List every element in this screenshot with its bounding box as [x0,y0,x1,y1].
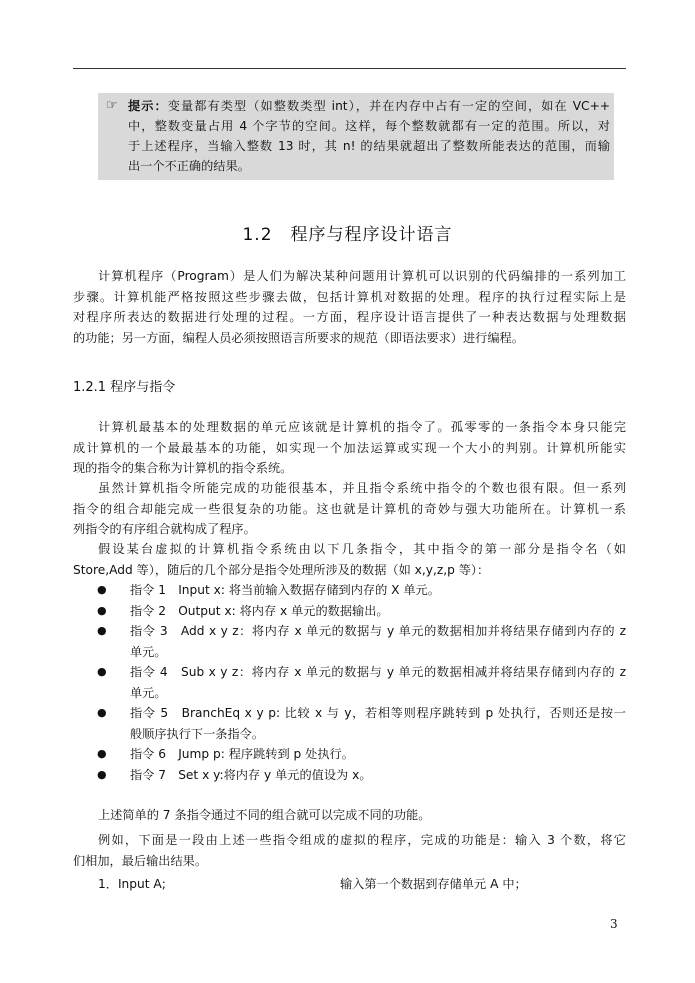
bullet-icon: ● [97,706,107,719]
tip-line: 于上述程序，当输入整数 13 时，其 n! 的结果就超出了整数所能表达的范围，而输 [128,139,610,153]
paragraph-1 [73,417,626,479]
list-item: ● 指令 6 Jump p: 程序跳转到 p 处执行。 [73,744,626,765]
paragraph-4 [73,805,626,826]
paragraph-line: 指令的组合却能完成一些很复杂的功能。这也就是计算机的奇妙与强大功能所在。计算机一系 [73,501,626,516]
paragraph-line: 计算机最基本的处理数据的单元应该就是计算机的指令了。孤零零的一条指令本身只能完 [98,420,626,434]
pointing-hand-icon: ☞ [106,98,118,113]
bullet-icon: ● [97,767,107,781]
paragraph-2 [73,478,626,540]
header-rule [73,68,626,69]
paragraph-line: 们相加，最后输出结果。 [73,853,208,868]
list-item: ● 指令 3 Add x y z：将内存 x 单元的数据与 y 单元的数据相加并将结果存储到内存的 z 单元。 [73,621,626,662]
list-item: ● 指令 5 BranchEq x y p: 比较 x 与 y，若相等则程序跳转到 p 处执行，否则还是按一 般顺序执行下一条指令。 [73,703,626,744]
code-comment: 输入第一个数据到存储单元 A 中； [340,877,527,891]
paragraph-line: 对程序所表达的数据进行处理的过程。一方面，程序设计语言提供了一种表达数据与处理数据 [73,310,626,324]
tip-line: 中，整数变量占用 4 个字节的空间。这样，每个整数就都有一定的范围。所以，对 [128,119,610,133]
paragraph-3 [73,539,626,580]
bullet-icon: ● [97,603,107,617]
paragraph-line: 计算机程序（Program）是人们为解决某种问题用计算机可以识别的代码编排的一系列加工 [98,269,626,283]
paragraph-line: 现的指令的集合称为计算机的指令系统。 [73,461,293,475]
bullet-icon: ● [97,665,107,678]
paragraph-line: 虽然计算机指令所能完成的功能很基本，并且指令系统中指令的个数也很有限。但一系列 [98,481,626,495]
list-item: ● 指令 7 Set x y:将内存 y 单元的值设为 x。 [73,765,626,786]
tip-text [128,96,610,176]
paragraph-line: 步骤。计算机能严格按照这些步骤去做，包括计算机对数据的处理。程序的执行过程实际上是 [73,289,626,304]
tip-label: 提示： [128,99,168,113]
paragraph-5 [73,830,626,871]
list-item: ● 指令 4 Sub x y z：将内存 x 单元的数据与 y 单元的数据相减并将结果存储到内存的 z 单元。 [73,662,626,703]
bullet-icon: ● [97,583,107,596]
code-line: 1．Input A; [98,877,166,891]
tip-line: 提示：变量都有类型（如整数类型 int），并在内存中占有一定的空间，如在 VC++ [128,99,610,113]
page-number: 3 [610,917,618,931]
instruction-list [73,580,626,785]
list-item: ● 指令 2 Output x: 将内存 x 单元的数据输出。 [73,601,626,622]
tip-box [98,93,614,180]
paragraph-line: 列指令的有序组合就构成了程序。 [73,522,256,536]
paragraph-line: 假设某台虚拟的计算机指令系统由以下几条指令，其中指令的第一部分是指令名（如 [98,542,626,556]
paragraph-line: 上述简单的 7 条指令通过不同的组合就可以完成不同的功能。 [98,808,431,822]
paragraph-line: 成计算机的一个最最基本的功能，如实现一个加法运算或实现一个大小的判别。计算机所能实 [73,440,626,455]
paragraph-line: Store,Add 等），随后的几个部分是指令处理所涉及的数据（如 x,y,z,p 等）： [73,562,490,577]
paragraph-line: 例如，下面是一段由上述一些指令组成的虚拟的程序，完成的功能是：输入 3 个数，将它 [98,833,626,847]
subsection-title: 1.2.1 程序与指令 [73,380,176,395]
bullet-icon: ● [97,747,107,760]
paragraph-line: 的功能；另一方面，编程人员必须按照语言所要求的规范（即语法要求）进行编程。 [73,330,524,345]
list-item: ● 指令 1 Input x: 将当前输入数据存储到内存的 X 单元。 [73,580,626,601]
tip-line: 出一个不正确的结果。 [128,159,250,173]
bullet-icon: ● [97,624,107,637]
section-title: 1.2 程序与程序设计语言 [242,225,453,245]
intro-paragraph [73,266,626,348]
